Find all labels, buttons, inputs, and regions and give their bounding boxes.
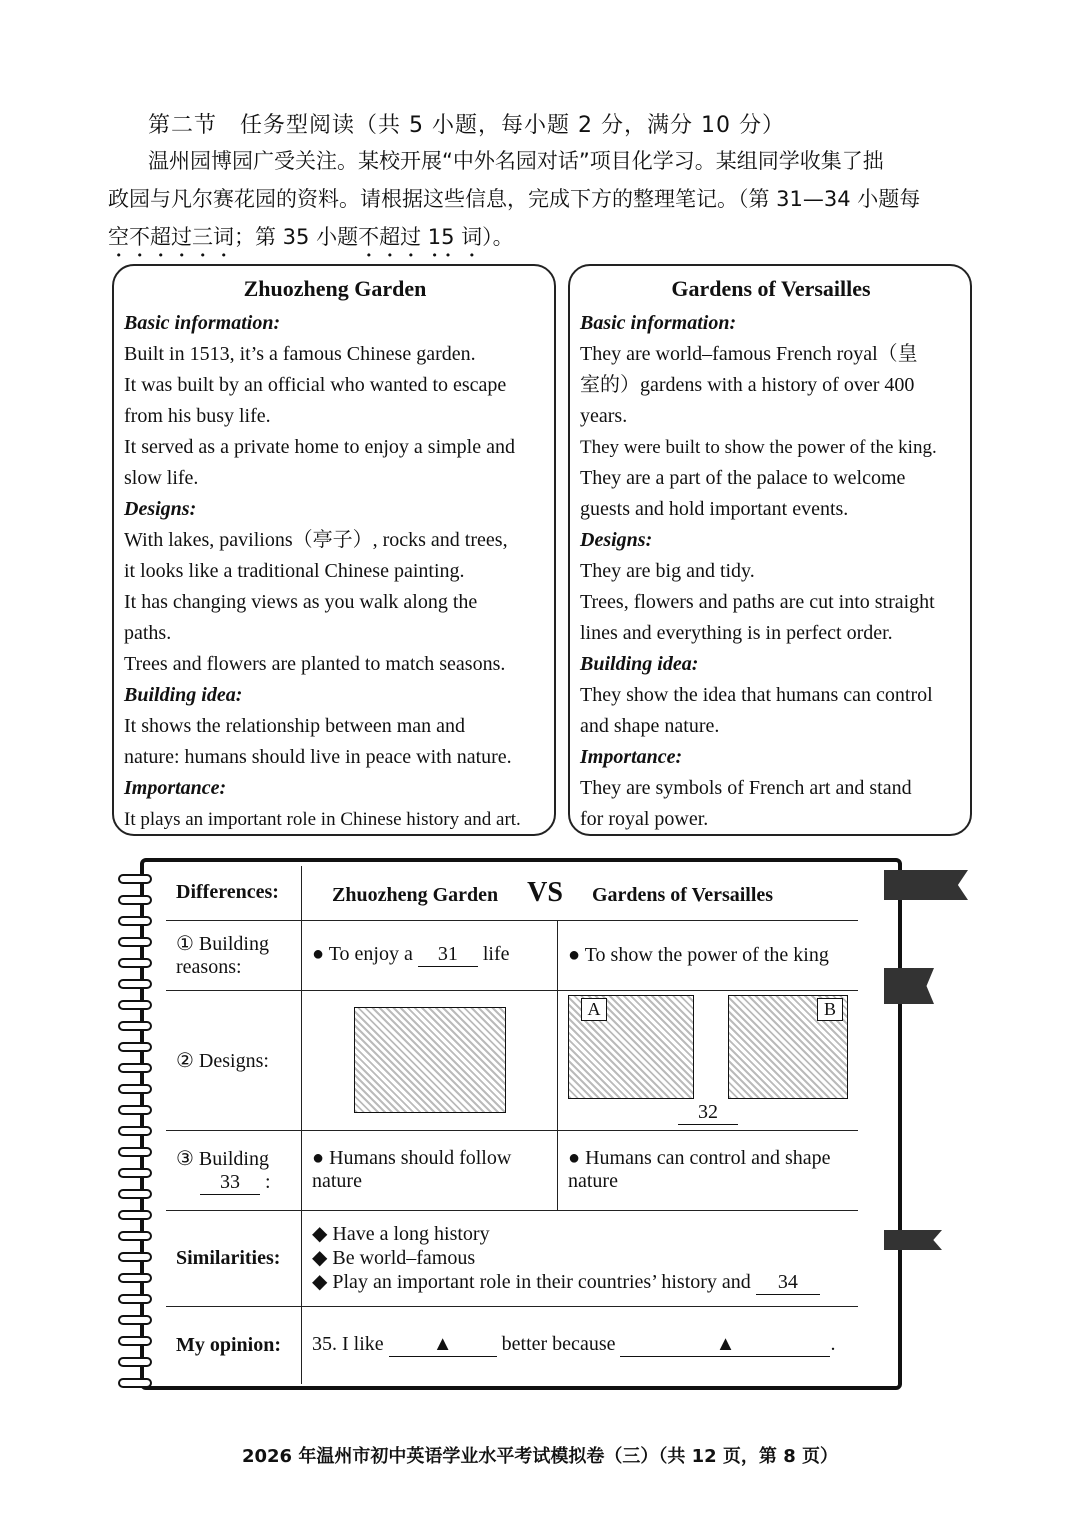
versailles-card <box>568 264 972 836</box>
binding-ring <box>118 958 152 968</box>
card-line: from his busy life. <box>124 405 271 427</box>
section-label: Building idea: <box>580 653 699 675</box>
section-heading: 第二节 任务型阅读（共 5 小题，每小题 2 分，满分 10 分） <box>148 113 785 138</box>
card-line: It served as a private home to enjoy a simple and <box>124 436 515 458</box>
binding-ring <box>118 1126 152 1136</box>
intro-line-1: 温州园博园广受关注。某校开展“中外名园对话”项目化学习。某组同学收集了拙 <box>148 149 884 173</box>
intro-line-3 <box>108 218 978 262</box>
header-zhuozheng: Zhuozheng Garden <box>332 883 499 906</box>
section-label: Designs: <box>124 498 197 520</box>
card-line: nature: humans should live in peace with nature. <box>124 746 512 768</box>
notebook-tab-1 <box>884 870 968 900</box>
section-label: Importance: <box>124 777 227 799</box>
answer-blank-35a[interactable]: ▲ <box>389 1333 497 1357</box>
row-label-opinion: My opinion: <box>166 1306 302 1384</box>
card-line: Trees, flowers and paths are cut into straight <box>580 591 935 613</box>
zhuozheng-card <box>112 264 556 836</box>
intro-line-3-mid: ；第 35 小题 <box>234 225 359 249</box>
zz-design-cell <box>302 990 558 1130</box>
card-line: They are world–famous French royal（皇 <box>580 343 918 365</box>
card-line: slow life. <box>124 467 199 489</box>
binding-ring <box>118 1105 152 1115</box>
binding-ring <box>118 1189 152 1199</box>
card-line: They are symbols of French art and stand <box>580 777 912 799</box>
header-differences: Differences: <box>166 866 302 920</box>
limit-words-a: 空不超过三词 <box>108 225 234 249</box>
binding-ring <box>118 1294 152 1304</box>
card-line: for royal power. <box>580 808 709 830</box>
card-line: It was built by an official who wanted to escape <box>124 374 507 396</box>
binding-ring <box>118 979 152 989</box>
card-line: lines and everything is in perfect order. <box>580 622 893 644</box>
zz-reason-pre: ● To enjoy a <box>312 943 413 965</box>
binding-ring <box>118 895 152 905</box>
opinion-mid: better because <box>501 1333 616 1356</box>
header-row <box>302 866 859 920</box>
card-line: it looks like a traditional Chinese painting. <box>124 560 465 582</box>
ver-reason: ● To show the power of the king <box>558 920 859 990</box>
notebook-tab-2 <box>884 968 934 1004</box>
card-line: They are big and tidy. <box>580 560 755 582</box>
card-line: Built in 1513, it’s a famous Chinese garden. <box>124 343 476 365</box>
section-label: Importance: <box>580 746 683 768</box>
similarity-3: ◆ Play an important role in their countries’ history and <box>312 1270 751 1293</box>
binding-ring <box>118 1210 152 1220</box>
notebook-tab-3 <box>884 1230 942 1250</box>
vs-mark: VS <box>527 876 563 908</box>
row-label-reasons: ① Building reasons: <box>166 920 302 990</box>
card-line: 室的）gardens with a history of over 400 <box>580 374 915 396</box>
ver-design-cell <box>558 990 859 1130</box>
section-label: Basic information: <box>124 312 281 334</box>
binding-ring <box>118 1315 152 1325</box>
section-label: Basic information: <box>580 312 737 334</box>
card-line: They show the idea that humans can control <box>580 684 933 706</box>
binding-ring <box>118 1168 152 1178</box>
row-label-idea <box>166 1130 302 1210</box>
opinion-cell <box>302 1306 859 1384</box>
row-label-designs: ② Designs: <box>166 990 302 1130</box>
similarity-1: ◆ Have a long history <box>312 1222 490 1245</box>
pavilion-illustration <box>354 1007 506 1113</box>
limit-words-b: 不超过 15 词 <box>358 225 483 249</box>
picture-label-b: B <box>817 998 843 1021</box>
zz-reason-post: life <box>482 943 510 965</box>
section-label: Building idea: <box>124 684 243 706</box>
ver-idea: ● Humans can control and shape nature <box>558 1130 859 1210</box>
header-versailles: Gardens of Versailles <box>591 883 774 906</box>
intro-line-3-end: ）。 <box>482 225 514 249</box>
similarity-2: ◆ Be world–famous <box>312 1246 476 1269</box>
binding-ring <box>118 1231 152 1241</box>
page-footer: 2026 年温州市初中英语学业水平考试模拟卷（三）（共 12 页，第 8 页） <box>241 1446 838 1467</box>
card-line: Trees and flowers are planted to match seasons. <box>124 653 506 675</box>
intro-text <box>108 142 978 262</box>
answer-blank-33[interactable]: 33 <box>200 1171 260 1195</box>
versailles-picture-b[interactable] <box>728 995 848 1099</box>
comparison-table <box>166 866 858 1384</box>
binding-ring <box>118 1357 152 1367</box>
card-title: Zhuozheng Garden <box>243 276 427 301</box>
card-line: paths. <box>124 622 172 644</box>
binding-ring <box>118 1378 152 1388</box>
binding-ring <box>118 1084 152 1094</box>
section-label: Designs: <box>580 529 653 551</box>
card-title: Gardens of Versailles <box>671 276 871 301</box>
card-line: With lakes, pavilions（亭子）, rocks and trees, <box>124 529 508 551</box>
binding-ring <box>118 1252 152 1262</box>
picture-label-a: A <box>581 998 607 1021</box>
row-label-idea-text: ③ Building <box>176 1147 269 1170</box>
answer-blank-35b[interactable]: ▲ <box>620 1333 830 1357</box>
card-line: It shows the relationship between man and <box>124 715 466 737</box>
card-line: It has changing views as you walk along the <box>124 591 478 613</box>
row-label-similarities: Similarities: <box>166 1210 302 1306</box>
binding-ring <box>118 874 152 884</box>
card-line: years. <box>580 405 628 427</box>
zz-reason-cell <box>302 920 558 990</box>
similarities-cell <box>302 1210 859 1306</box>
card-line: It plays an important role in Chinese history and art. <box>124 809 521 830</box>
binding-ring <box>118 1273 152 1283</box>
card-line: and shape nature. <box>580 715 720 737</box>
binding-ring <box>118 1336 152 1346</box>
colon: : <box>265 1170 271 1193</box>
versailles-picture-a[interactable] <box>568 995 694 1099</box>
binding-ring <box>118 1000 152 1010</box>
binding-ring <box>118 1021 152 1031</box>
answer-blank-34[interactable]: 34 <box>756 1270 820 1295</box>
binding-ring <box>118 1147 152 1157</box>
answer-blank-32[interactable]: 32 <box>678 1101 738 1125</box>
zz-idea: ● Humans should follow nature <box>302 1130 558 1210</box>
binding-ring <box>118 1063 152 1073</box>
binding-ring <box>118 937 152 947</box>
card-line: They are a part of the palace to welcome <box>580 467 906 489</box>
opinion-pre: 35. I like <box>312 1333 384 1356</box>
card-line: guests and hold important events. <box>580 498 849 520</box>
answer-blank-31[interactable]: 31 <box>418 943 478 967</box>
card-line: They were built to show the power of the king. <box>580 437 937 458</box>
binding-ring <box>118 916 152 926</box>
intro-line-2: 政园与凡尔赛花园的资料。请根据这些信息，完成下方的整理笔记。（第 31—34 小题每 <box>108 187 921 211</box>
binding-ring <box>118 1042 152 1052</box>
opinion-end: . <box>830 1333 836 1356</box>
